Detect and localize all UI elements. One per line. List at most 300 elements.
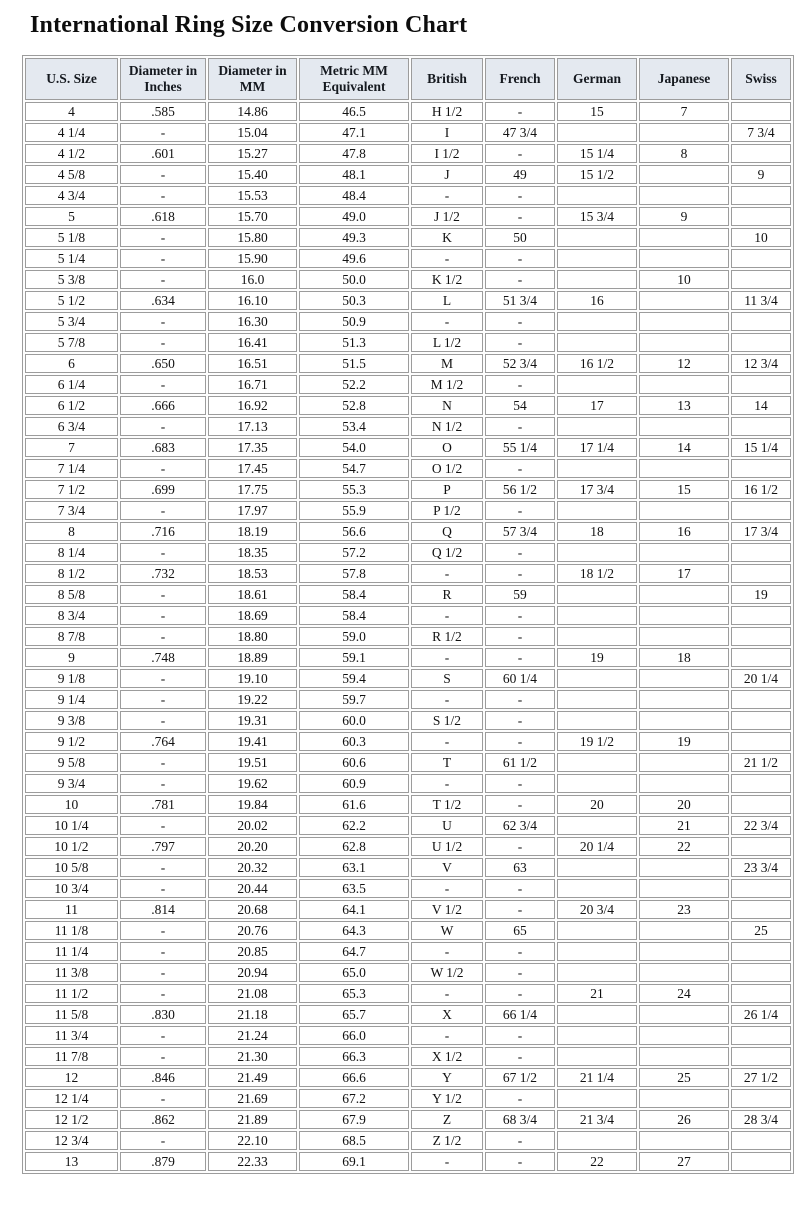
table-cell: 57.8 [299, 564, 409, 583]
table-cell: 11 3/4 [731, 291, 791, 310]
table-cell [639, 186, 729, 205]
table-cell: 14 [731, 396, 791, 415]
table-cell: S [411, 669, 483, 688]
table-row [25, 354, 791, 373]
table-cell: 20 [557, 795, 637, 814]
table-cell [731, 1089, 791, 1108]
table-cell: 20 1/4 [557, 837, 637, 856]
table-cell [731, 1131, 791, 1150]
table-cell: 58.4 [299, 585, 409, 604]
table-cell [557, 816, 637, 835]
table-cell: - [120, 879, 206, 898]
table-cell: .716 [120, 522, 206, 541]
table-cell: 21.69 [208, 1089, 297, 1108]
table-cell: 21.24 [208, 1026, 297, 1045]
table-cell: - [120, 606, 206, 625]
table-cell: W 1/2 [411, 963, 483, 982]
table-cell [639, 1005, 729, 1024]
table-row [25, 522, 791, 541]
table-row [25, 585, 791, 604]
table-cell [731, 606, 791, 625]
table-cell: M [411, 354, 483, 373]
table-cell: 17 3/4 [557, 480, 637, 499]
table-cell: 8 7/8 [25, 627, 118, 646]
table-row [25, 795, 791, 814]
table-cell: 68 3/4 [485, 1110, 555, 1129]
table-cell: 8 3/4 [25, 606, 118, 625]
table-row [25, 774, 791, 793]
table-row [25, 417, 791, 436]
table-cell: 11 1/4 [25, 942, 118, 961]
table-row [25, 921, 791, 940]
table-cell: R [411, 585, 483, 604]
table-cell: - [120, 123, 206, 142]
table-cell: 18 1/2 [557, 564, 637, 583]
table-row [25, 732, 791, 751]
table-cell: 20 1/4 [731, 669, 791, 688]
table-cell: 57 3/4 [485, 522, 555, 541]
table-cell: 51 3/4 [485, 291, 555, 310]
table-cell: 64.1 [299, 900, 409, 919]
table-cell: 6 1/4 [25, 375, 118, 394]
table-cell [639, 333, 729, 352]
table-cell: 15 3/4 [557, 207, 637, 226]
table-cell: 50.9 [299, 312, 409, 331]
table-cell [639, 585, 729, 604]
table-cell [639, 375, 729, 394]
table-cell: 7 [25, 438, 118, 457]
table-cell: 18.69 [208, 606, 297, 625]
table-cell: 21 [639, 816, 729, 835]
table-cell: 19 [557, 648, 637, 667]
table-cell: 7 3/4 [25, 501, 118, 520]
table-cell: 56 1/2 [485, 480, 555, 499]
table-row [25, 816, 791, 835]
table-cell: - [120, 690, 206, 709]
table-cell [639, 711, 729, 730]
table-cell: - [485, 249, 555, 268]
table-cell: 15.80 [208, 228, 297, 247]
table-cell: 65.0 [299, 963, 409, 982]
table-cell: 67.2 [299, 1089, 409, 1108]
table-cell: - [120, 1047, 206, 1066]
table-cell: - [411, 1152, 483, 1171]
table-cell [639, 1089, 729, 1108]
table-cell: .585 [120, 102, 206, 121]
ring-size-conversion-table [22, 55, 794, 1174]
table-row [25, 501, 791, 520]
table-cell [731, 312, 791, 331]
table-cell [731, 186, 791, 205]
table-cell: 4 [25, 102, 118, 121]
table-cell: 21.49 [208, 1068, 297, 1087]
table-row [25, 102, 791, 121]
table-cell: 15.53 [208, 186, 297, 205]
table-cell: .634 [120, 291, 206, 310]
table-row [25, 186, 791, 205]
table-cell [557, 1026, 637, 1045]
table-cell: .781 [120, 795, 206, 814]
table-cell: 66 1/4 [485, 1005, 555, 1024]
table-cell: 9 3/4 [25, 774, 118, 793]
table-cell [639, 858, 729, 877]
table-cell: 5 1/4 [25, 249, 118, 268]
table-cell: V 1/2 [411, 900, 483, 919]
table-cell: 7 1/2 [25, 480, 118, 499]
table-cell: U 1/2 [411, 837, 483, 856]
table-cell: 5 3/4 [25, 312, 118, 331]
table-cell: 4 5/8 [25, 165, 118, 184]
table-cell [731, 564, 791, 583]
table-cell [731, 270, 791, 289]
table-row [25, 606, 791, 625]
table-cell [731, 543, 791, 562]
table-cell: 20 3/4 [557, 900, 637, 919]
table-cell: .601 [120, 144, 206, 163]
table-cell [557, 585, 637, 604]
table-cell: Y [411, 1068, 483, 1087]
table-cell [557, 942, 637, 961]
table-cell: 59 [485, 585, 555, 604]
table-cell: 15.04 [208, 123, 297, 142]
table-cell: 12 3/4 [731, 354, 791, 373]
table-cell: - [411, 606, 483, 625]
table-cell [731, 900, 791, 919]
table-cell: 9 [25, 648, 118, 667]
table-cell [731, 417, 791, 436]
table-cell: N [411, 396, 483, 415]
table-cell: P 1/2 [411, 501, 483, 520]
table-cell: Q [411, 522, 483, 541]
table-cell [639, 879, 729, 898]
table-cell: 12 1/2 [25, 1110, 118, 1129]
table-cell: - [485, 942, 555, 961]
table-cell: .797 [120, 837, 206, 856]
table-cell: 15 1/4 [557, 144, 637, 163]
table-cell: 66.0 [299, 1026, 409, 1045]
table-cell: 10 1/2 [25, 837, 118, 856]
table-cell [557, 774, 637, 793]
table-cell: 5 3/8 [25, 270, 118, 289]
table-cell: 61.6 [299, 795, 409, 814]
table-cell: 22.33 [208, 1152, 297, 1171]
table-cell: 24 [639, 984, 729, 1003]
table-cell: 66.6 [299, 1068, 409, 1087]
table-cell: - [485, 1131, 555, 1150]
table-cell: 9 [639, 207, 729, 226]
table-cell [557, 669, 637, 688]
table-cell: J [411, 165, 483, 184]
table-row [25, 123, 791, 142]
table-cell: 27 [639, 1152, 729, 1171]
table-cell: - [485, 459, 555, 478]
table-cell: O 1/2 [411, 459, 483, 478]
table-cell: 15.40 [208, 165, 297, 184]
table-cell [731, 879, 791, 898]
table-cell [731, 501, 791, 520]
table-cell: - [120, 669, 206, 688]
table-cell: - [120, 543, 206, 562]
table-cell [731, 774, 791, 793]
table-cell [639, 690, 729, 709]
table-row [25, 438, 791, 457]
table-cell: 22.10 [208, 1131, 297, 1150]
table-cell: 27 1/2 [731, 1068, 791, 1087]
table-cell: 49.6 [299, 249, 409, 268]
table-cell: .732 [120, 564, 206, 583]
table-cell: 19.22 [208, 690, 297, 709]
table-cell: I [411, 123, 483, 142]
table-cell: 67 1/2 [485, 1068, 555, 1087]
table-cell [557, 417, 637, 436]
table-cell: 15 [557, 102, 637, 121]
table-cell: - [485, 207, 555, 226]
table-cell: 20.76 [208, 921, 297, 940]
table-cell: - [485, 1089, 555, 1108]
table-cell [731, 627, 791, 646]
page-title: International Ring Size Conversion Chart [30, 12, 468, 38]
table-cell [639, 291, 729, 310]
table-cell [557, 249, 637, 268]
table-cell: 49.3 [299, 228, 409, 247]
table-cell [557, 1047, 637, 1066]
table-cell: 8 [639, 144, 729, 163]
table-cell: 59.0 [299, 627, 409, 646]
table-cell: 48.1 [299, 165, 409, 184]
table-cell: 49.0 [299, 207, 409, 226]
table-cell: 17 [557, 396, 637, 415]
table-cell [639, 921, 729, 940]
table-cell: 15 1/2 [557, 165, 637, 184]
table-cell: 13 [25, 1152, 118, 1171]
table-cell: 18.80 [208, 627, 297, 646]
table-cell: 54.0 [299, 438, 409, 457]
table-cell: 51.5 [299, 354, 409, 373]
table-cell [639, 627, 729, 646]
table-row [25, 879, 791, 898]
table-cell: 67.9 [299, 1110, 409, 1129]
table-cell: 9 1/8 [25, 669, 118, 688]
table-row [25, 942, 791, 961]
table-row [25, 396, 791, 415]
table-cell: - [120, 1089, 206, 1108]
table-cell: - [485, 648, 555, 667]
table-cell: 20 [639, 795, 729, 814]
table-row [25, 1026, 791, 1045]
table-cell [731, 711, 791, 730]
table-cell: - [120, 375, 206, 394]
table-cell: .830 [120, 1005, 206, 1024]
table-cell: 6 [25, 354, 118, 373]
table-cell [639, 123, 729, 142]
table-row [25, 1089, 791, 1108]
table-cell: 15.90 [208, 249, 297, 268]
table-cell: - [411, 648, 483, 667]
table-cell: 47 3/4 [485, 123, 555, 142]
table-cell: 17.13 [208, 417, 297, 436]
table-cell: 7 3/4 [731, 123, 791, 142]
table-cell: - [485, 375, 555, 394]
table-cell: 10 1/4 [25, 816, 118, 835]
table-cell: 20.02 [208, 816, 297, 835]
table-cell: - [120, 774, 206, 793]
table-row [25, 858, 791, 877]
table-cell: 19.62 [208, 774, 297, 793]
table-row [25, 963, 791, 982]
table-cell: K [411, 228, 483, 247]
table-cell: 16 [639, 522, 729, 541]
table-cell: - [411, 732, 483, 751]
table-cell [731, 795, 791, 814]
table-cell: - [485, 963, 555, 982]
table-cell: 6 3/4 [25, 417, 118, 436]
table-cell: 21.08 [208, 984, 297, 1003]
table-cell: - [485, 690, 555, 709]
table-cell: - [485, 186, 555, 205]
table-cell: L [411, 291, 483, 310]
table-cell: 21.89 [208, 1110, 297, 1129]
table-cell: - [120, 627, 206, 646]
table-cell: 8 5/8 [25, 585, 118, 604]
table-cell: 11 [25, 900, 118, 919]
table-cell: 4 1/4 [25, 123, 118, 142]
column-header-u-s-size: U.S. Size [25, 58, 118, 100]
column-header-french: French [485, 58, 555, 100]
table-cell: - [485, 774, 555, 793]
table-cell: 13 [639, 396, 729, 415]
table-cell [731, 333, 791, 352]
table-row [25, 1005, 791, 1024]
table-cell: 60 1/4 [485, 669, 555, 688]
table-cell: 6 1/2 [25, 396, 118, 415]
table-cell: .814 [120, 900, 206, 919]
table-cell: 18 [557, 522, 637, 541]
table-cell: 10 [639, 270, 729, 289]
table-cell: 12 [25, 1068, 118, 1087]
table-cell: 17.45 [208, 459, 297, 478]
table-cell: 19 [731, 585, 791, 604]
table-cell [557, 270, 637, 289]
table-cell: - [120, 333, 206, 352]
table-cell: 55 1/4 [485, 438, 555, 457]
table-cell: 66.3 [299, 1047, 409, 1066]
table-cell: 60.0 [299, 711, 409, 730]
table-cell: 53.4 [299, 417, 409, 436]
table-row [25, 648, 791, 667]
table-cell: 16.92 [208, 396, 297, 415]
table-cell: .650 [120, 354, 206, 373]
table-cell: .862 [120, 1110, 206, 1129]
table-cell: 26 [639, 1110, 729, 1129]
table-cell [557, 333, 637, 352]
table-cell: .748 [120, 648, 206, 667]
table-cell: I 1/2 [411, 144, 483, 163]
table-cell: 11 3/8 [25, 963, 118, 982]
table-row [25, 711, 791, 730]
table-cell: - [485, 900, 555, 919]
table-cell: - [411, 312, 483, 331]
table-cell: - [485, 333, 555, 352]
table-cell: - [120, 270, 206, 289]
table-cell: 48.4 [299, 186, 409, 205]
table-cell: 17.35 [208, 438, 297, 457]
table-cell: - [411, 774, 483, 793]
table-cell: 22 3/4 [731, 816, 791, 835]
table-cell: 17.97 [208, 501, 297, 520]
table-row [25, 480, 791, 499]
table-row [25, 144, 791, 163]
table-cell [557, 312, 637, 331]
table-cell: 18.53 [208, 564, 297, 583]
table-cell [731, 984, 791, 1003]
table-cell: Y 1/2 [411, 1089, 483, 1108]
table-cell: 10 [25, 795, 118, 814]
table-cell: M 1/2 [411, 375, 483, 394]
table-cell [557, 459, 637, 478]
table-cell [731, 732, 791, 751]
table-cell: 18.61 [208, 585, 297, 604]
table-cell: 20.32 [208, 858, 297, 877]
table-cell: 19.10 [208, 669, 297, 688]
table-cell: 12 [639, 354, 729, 373]
table-cell: 16.0 [208, 270, 297, 289]
table-cell [731, 942, 791, 961]
table-cell: 63 [485, 858, 555, 877]
table-cell [557, 186, 637, 205]
table-cell: 52 3/4 [485, 354, 555, 373]
table-cell: 17 3/4 [731, 522, 791, 541]
table-cell: 22 [639, 837, 729, 856]
table-cell: 55.9 [299, 501, 409, 520]
table-cell: 19 1/2 [557, 732, 637, 751]
table-cell: 9 1/4 [25, 690, 118, 709]
table-cell: 52.8 [299, 396, 409, 415]
column-header-diameter-in-inches: Diameter in Inches [120, 58, 206, 100]
table-cell [639, 606, 729, 625]
table-cell: 65 [485, 921, 555, 940]
table-cell: - [120, 228, 206, 247]
table-cell: 62.8 [299, 837, 409, 856]
table-cell: - [120, 1026, 206, 1045]
table-cell: 59.1 [299, 648, 409, 667]
table-cell: - [120, 963, 206, 982]
table-cell: 19.51 [208, 753, 297, 772]
table-cell [731, 144, 791, 163]
table-cell: - [485, 984, 555, 1003]
table-cell [639, 1047, 729, 1066]
table-cell: - [485, 732, 555, 751]
table-cell: - [120, 585, 206, 604]
table-row [25, 1131, 791, 1150]
table-cell [639, 312, 729, 331]
table-row [25, 627, 791, 646]
table-cell [639, 228, 729, 247]
table-cell: 11 1/2 [25, 984, 118, 1003]
table-cell [639, 1026, 729, 1045]
table-cell [557, 606, 637, 625]
table-cell: 59.7 [299, 690, 409, 709]
table-cell: - [485, 837, 555, 856]
table-cell [557, 123, 637, 142]
table-cell: 16 [557, 291, 637, 310]
table-cell: - [411, 1026, 483, 1045]
table-body [25, 102, 791, 1171]
table-cell [731, 1047, 791, 1066]
table-cell: 55.3 [299, 480, 409, 499]
table-cell: 58.4 [299, 606, 409, 625]
table-cell: 18 [639, 648, 729, 667]
table-row [25, 375, 791, 394]
